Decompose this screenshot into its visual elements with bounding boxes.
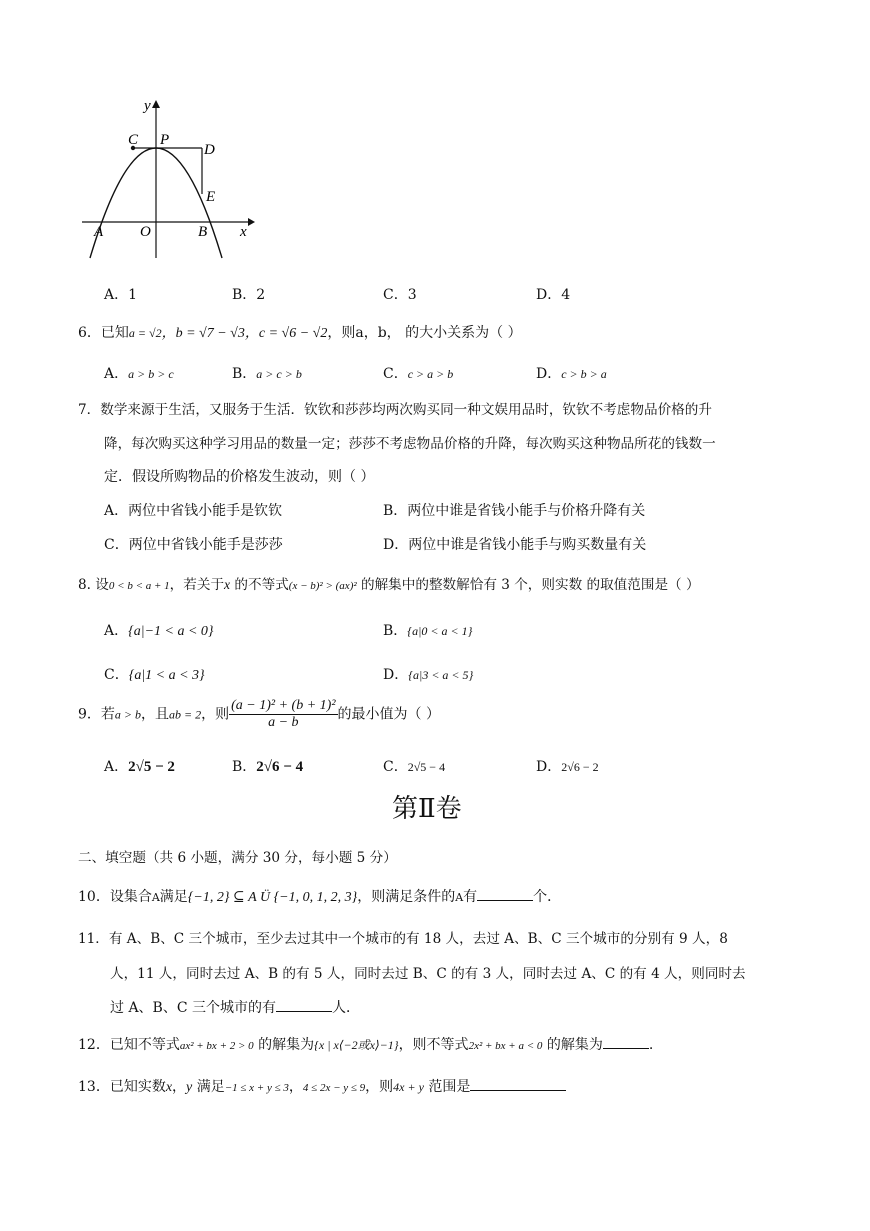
q13-tail: 范围是 xyxy=(423,1079,471,1095)
q6-option-c-math: c > a > b xyxy=(407,367,454,381)
q12-mid: 的解集为 xyxy=(253,1037,315,1053)
q6-option-c-label: C． xyxy=(383,366,408,382)
q7-option-d[interactable]: D．两位中谁是省钱小能手与购买数量有关 xyxy=(383,537,647,553)
q11-line-3-pre: 过 A、B、C 三个城市的有 xyxy=(110,1000,277,1016)
q10-answer-blank[interactable] xyxy=(477,888,533,901)
parabola-figure xyxy=(80,98,255,263)
q6-option-b-math: a > c > b xyxy=(256,367,302,381)
question-13 xyxy=(78,1076,566,1096)
q8-mid: ，若关于 xyxy=(169,577,225,593)
q9-pre: 9．若 xyxy=(78,706,115,723)
q8-option-a-label: A． xyxy=(104,623,129,639)
label-D: D xyxy=(204,142,215,158)
q9-option-d-math: 2√6 − 2 xyxy=(561,760,599,774)
q9-option-a[interactable] xyxy=(104,756,175,776)
q11-line-3-post: 人． xyxy=(332,1000,361,1016)
q13-answer-blank[interactable] xyxy=(470,1078,566,1091)
label-y: y xyxy=(144,98,151,114)
q8-tail: 的解集中的整数解恰有 3 个，则实数 的取值范围是（ ） xyxy=(356,577,700,593)
q6-option-d[interactable] xyxy=(536,363,607,383)
label-O: O xyxy=(140,224,151,240)
q9-option-b[interactable] xyxy=(232,756,303,776)
q11-line-1: 11．有 A、B、C 三个城市，至少去过其中一个城市的有 18 人，去过 A、B、C 三个城市的分别有 9 人，8 xyxy=(78,931,728,947)
q13-c1: −1 ≤ x + y ≤ 3 xyxy=(224,1082,289,1094)
q8-option-a[interactable] xyxy=(104,620,214,640)
q9-option-b-math: 2√6 − 4 xyxy=(256,759,304,775)
q6-tail: ，则a，b， 的大小关系为（ ） xyxy=(327,325,522,341)
q13-comma2: ， xyxy=(288,1079,303,1095)
q9-option-d-label: D． xyxy=(536,759,562,775)
q13-comma: ， xyxy=(172,1079,187,1095)
q12-ineq1: ax² + bx + 2 > 0 xyxy=(179,1040,254,1052)
q12-answer-blank[interactable] xyxy=(603,1036,649,1049)
q9-mid: ，且 xyxy=(141,706,170,723)
q6-option-b[interactable] xyxy=(232,363,302,383)
q8-ineq: (x − b)² > (ax)² xyxy=(288,580,357,592)
q13-y: y xyxy=(186,1080,193,1095)
q8-option-b-math: {a|0 < a < 1} xyxy=(407,624,473,638)
q7-line-2: 降，每次购买这种学习用品的数量一定；莎莎不考虑物品价格的升降，每次购买这种物品所花的钱数一 xyxy=(104,436,716,452)
q9-option-c-label: C． xyxy=(383,759,408,775)
q8-option-d[interactable] xyxy=(383,664,473,684)
q9-fraction xyxy=(229,698,337,731)
label-C: C xyxy=(128,132,139,148)
q6-option-b-label: B． xyxy=(232,366,257,382)
q13-mid: 满足 xyxy=(192,1079,225,1095)
q13-c2: 4 ≤ 2x − y ≤ 9 xyxy=(302,1082,366,1094)
q9-option-b-label: B． xyxy=(232,759,257,775)
q11-line-2: 人，11 人，同时去过 A、B 的有 5 人，同时去过 B、C 的有 3 人，同时去过 A、C 的有 4 人，则同时去 xyxy=(110,966,746,982)
q13-expr: 4x + y xyxy=(393,1080,424,1094)
q13-pre: 13．已知实数 xyxy=(78,1079,166,1095)
q6-option-d-math: c > b > a xyxy=(561,367,607,381)
q10-mid: 满足 xyxy=(159,889,188,905)
label-A: A xyxy=(94,224,104,240)
label-E: E xyxy=(206,189,216,205)
q7-line-1: 7．数学来源于生活，又服务于生活．钦钦和莎莎均两次购买同一种文娱用品时，钦钦不考虑物品价格的升 xyxy=(78,402,712,418)
q7-option-c[interactable]: C．两位中省钱小能手是莎莎 xyxy=(104,537,283,553)
q7-line-3: 定．假设所购物品的价格发生波动，则（ ） xyxy=(104,469,375,485)
q8-option-b[interactable] xyxy=(383,620,472,640)
question-6 xyxy=(78,322,522,342)
question-12 xyxy=(78,1034,653,1054)
q5-option-a[interactable]: A．1 xyxy=(104,287,138,303)
q9-option-c[interactable] xyxy=(383,756,445,776)
q8-var: x xyxy=(224,577,231,592)
q7-option-a[interactable]: A．两位中省钱小能手是钦钦 xyxy=(104,503,283,519)
question-10 xyxy=(78,886,561,906)
q9-option-a-label: A． xyxy=(104,759,129,775)
x-axis-arrow-icon xyxy=(248,218,255,226)
q7-option-b[interactable]: B．两位中谁是省钱小能手与价格升降有关 xyxy=(383,503,646,519)
q10-tail1: 有 xyxy=(463,889,478,905)
q9-fraction-den: a − b xyxy=(268,715,299,730)
q6-b: ，b = √7 − √3 xyxy=(161,326,245,341)
label-B: B xyxy=(198,224,208,240)
question-8 xyxy=(78,573,700,593)
q10-pre: 10．设集合 xyxy=(78,889,152,905)
q12-tail: 的解集为 xyxy=(542,1037,603,1053)
q8-option-a-math: {a|−1 < a < 0} xyxy=(128,624,214,639)
q9-cond1: a > b xyxy=(114,707,142,722)
q11-answer-blank[interactable] xyxy=(276,999,332,1012)
q10-set-a2: A xyxy=(455,891,464,904)
q12-pre: 12．已知不等式 xyxy=(78,1037,180,1053)
q11-line-3 xyxy=(110,997,360,1017)
section-title: 第Ⅱ卷 xyxy=(392,794,462,824)
q6-a: a = √2 xyxy=(128,326,162,340)
q6-option-a-math: a > b > c xyxy=(128,367,174,381)
q9-fraction-num: (a − 1)² + (b + 1)² xyxy=(231,698,336,713)
q10-set-a: A xyxy=(151,891,160,904)
q8-option-c[interactable] xyxy=(104,664,205,684)
q12-set: {x | x⟨−2或x⟩−1} xyxy=(314,1038,399,1052)
label-P: P xyxy=(160,132,170,148)
q9-cond2: ab = 2 xyxy=(169,707,202,722)
q8-option-d-math: {a|3 < a < 5} xyxy=(408,668,474,682)
question-9 xyxy=(78,698,440,731)
q8-mid2: 的不等式 xyxy=(230,577,289,593)
q5-option-b[interactable]: B．2 xyxy=(232,287,266,303)
q12-mid2: ，则不等式 xyxy=(398,1037,469,1053)
q9-option-a-math: 2√5 − 2 xyxy=(128,759,175,775)
y-axis-arrow-icon xyxy=(152,100,160,108)
q13-mid2: ，则 xyxy=(365,1079,394,1095)
q6-option-a[interactable] xyxy=(104,363,174,383)
q6-option-c[interactable] xyxy=(383,363,453,383)
q6-option-d-label: D． xyxy=(536,366,562,382)
q10-tail2: 个． xyxy=(533,889,562,905)
q9-tail: 的最小值为（ ） xyxy=(337,706,440,723)
section-subtitle: 二、填空题（共 6 小题，满分 30 分，每小题 5 分） xyxy=(78,850,397,866)
q10-mid2: ，则满足条件的 xyxy=(357,889,456,905)
q9-mid2: ，则 xyxy=(201,706,230,723)
q9-option-d[interactable] xyxy=(536,756,599,776)
q8-option-c-label: C． xyxy=(104,667,129,683)
q9-option-c-math: 2√5 − 4 xyxy=(407,760,446,774)
q8-option-c-math: {a|1 < a < 3} xyxy=(128,668,205,683)
q13-x: x xyxy=(165,1080,173,1095)
q12-period: . xyxy=(648,1037,654,1053)
q12-ineq2: 2x² + bx + a < 0 xyxy=(468,1040,543,1052)
q8-option-d-label: D． xyxy=(383,667,409,683)
q6-text: 6．已知 xyxy=(78,325,129,341)
q5-option-c[interactable]: C．3 xyxy=(383,287,417,303)
q6-option-a-label: A． xyxy=(104,366,129,382)
q5-option-d[interactable]: D．4 xyxy=(536,287,571,303)
q8-cond: 0 < b < a + 1 xyxy=(108,580,170,592)
label-x: x xyxy=(240,224,247,240)
q6-c: ，c = √6 − √2 xyxy=(244,326,328,341)
q10-cond: {−1, 2} ⊆ A Ü {−1, 0, 1, 2, 3} xyxy=(187,890,358,905)
q8-option-b-label: B． xyxy=(383,623,408,639)
q8-pre: 8. 设 xyxy=(78,577,109,593)
